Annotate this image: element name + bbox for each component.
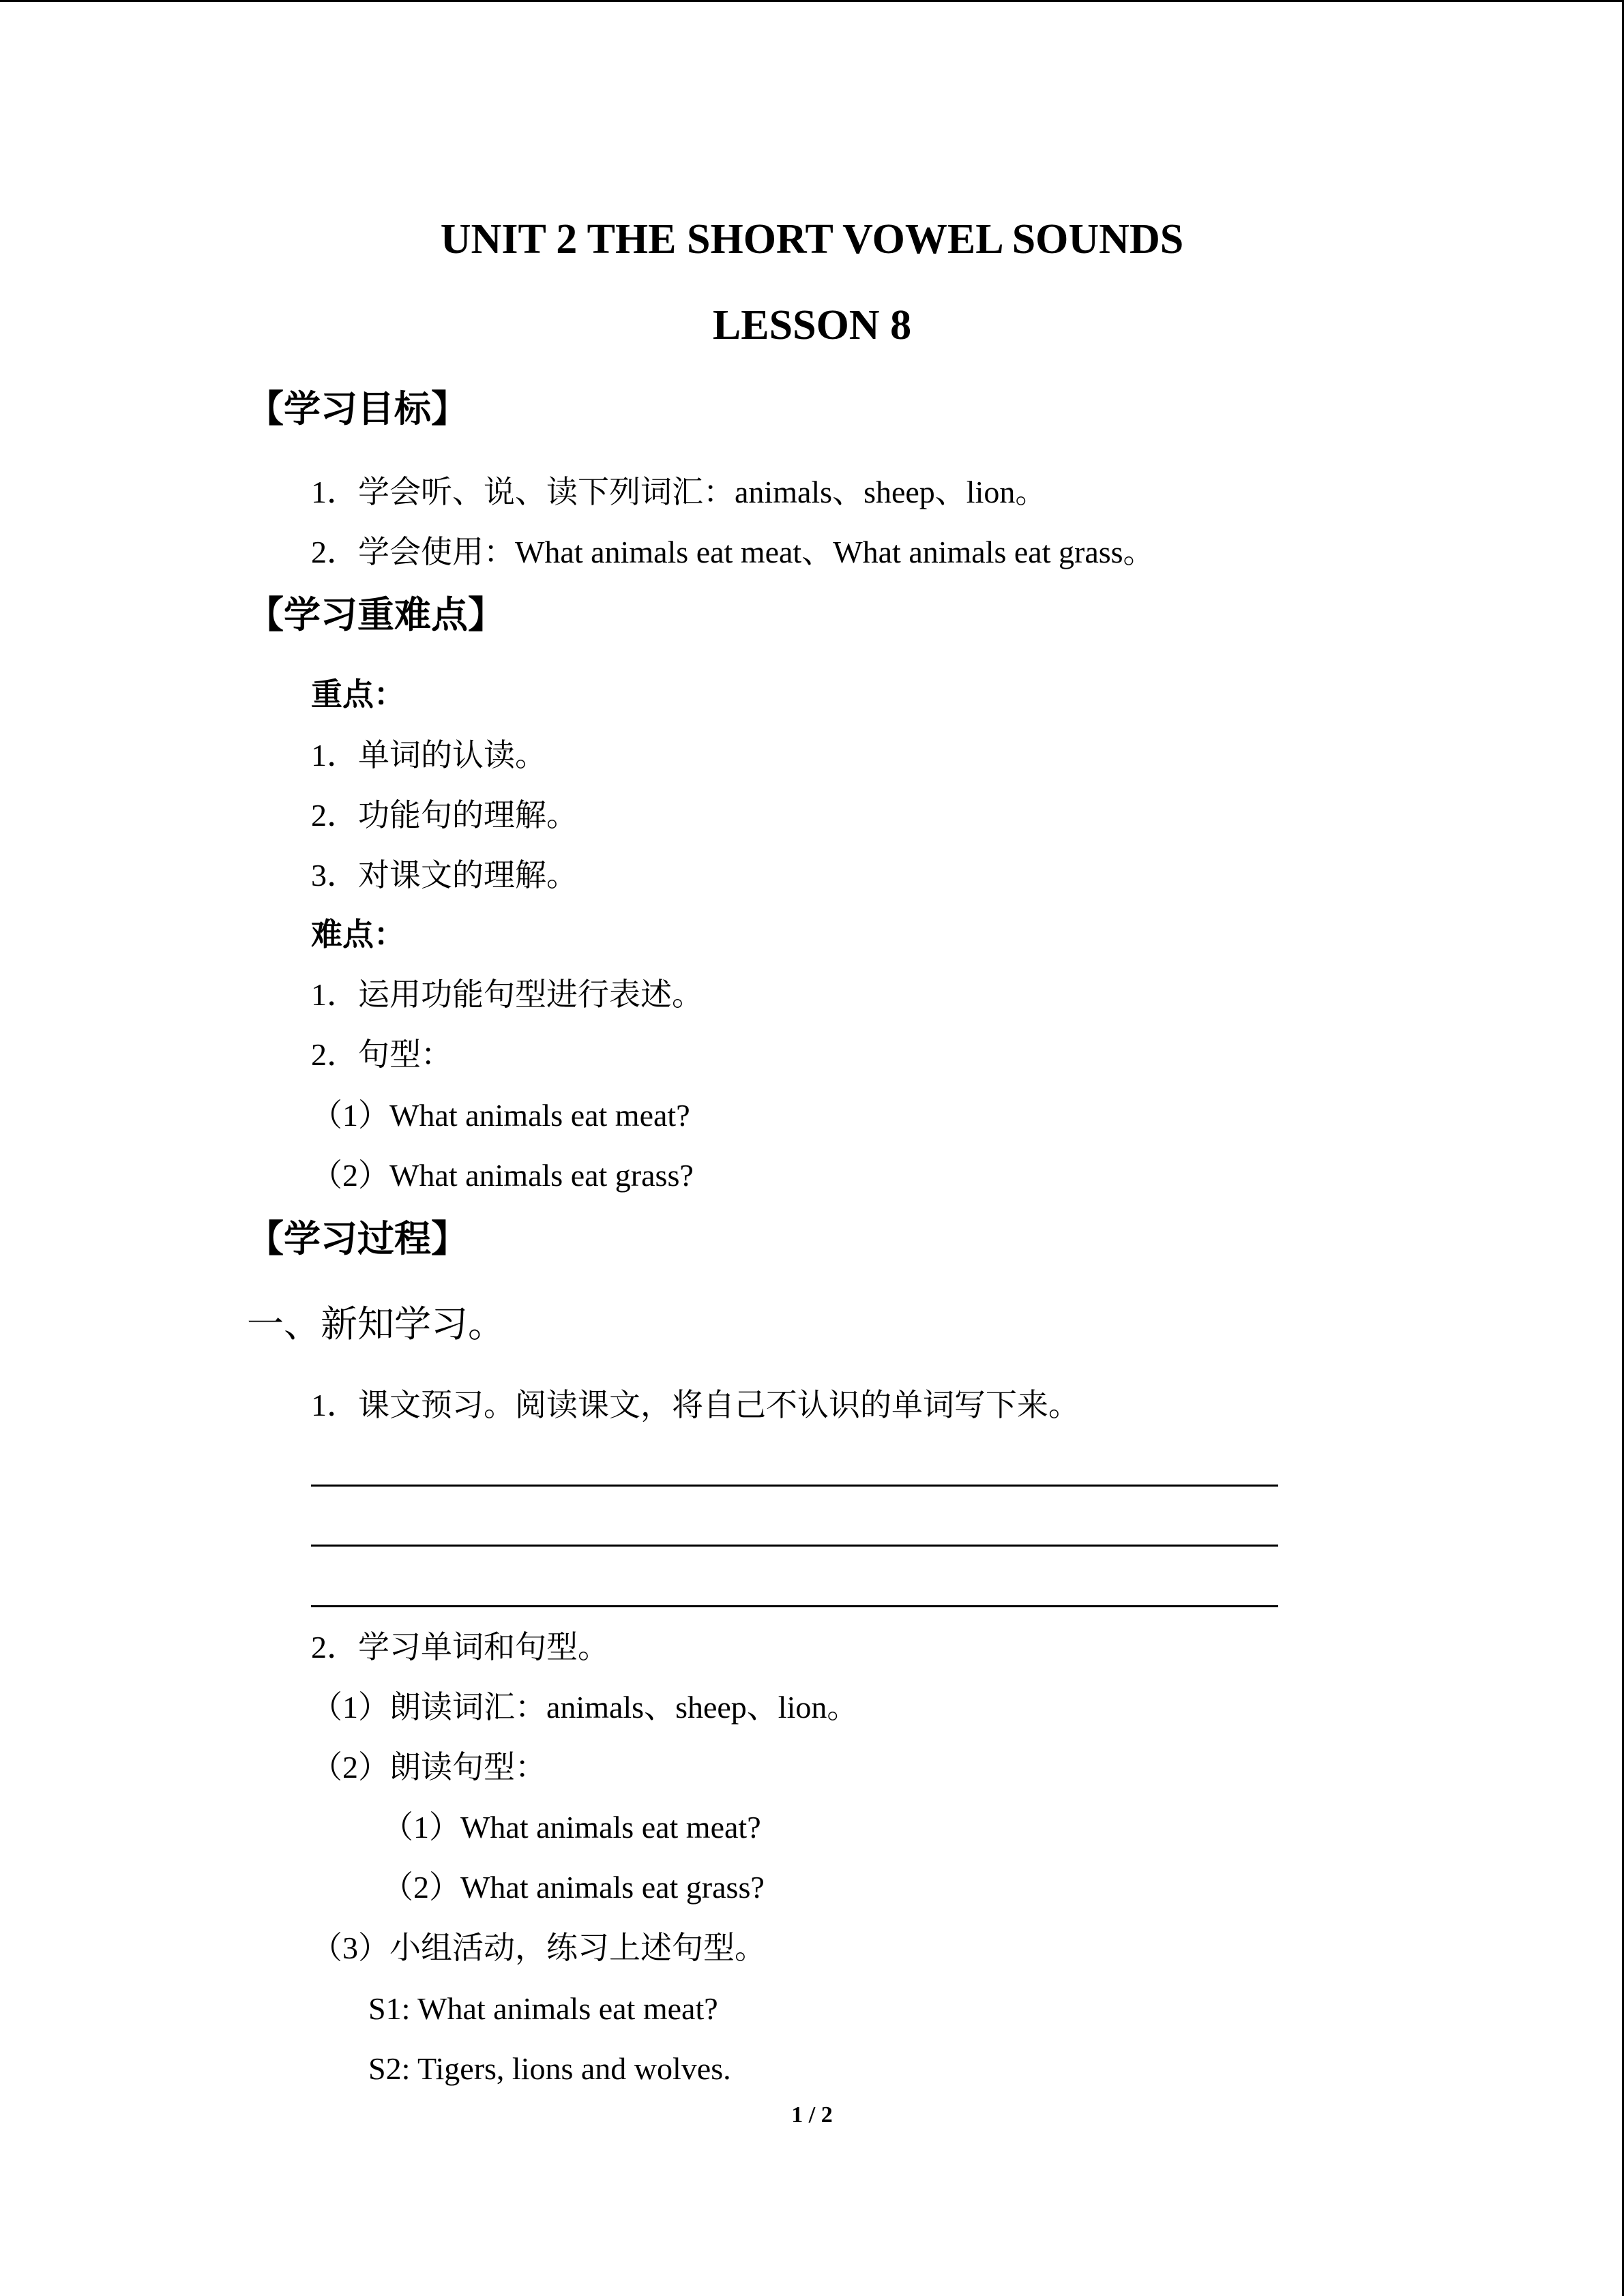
focus-item-2: 2．功能句的理解。 [311, 798, 578, 833]
sub-step-2: （2）朗读句型： [311, 1750, 546, 1785]
focus-item-3: 3．对课文的理解。 [311, 858, 578, 893]
pattern-item-2: （2）What animals eat grass? [311, 1158, 694, 1193]
pattern-item-1: （1）What animals eat meat? [311, 1098, 690, 1133]
dialogue-line-1: S1: What animals eat meat? [368, 1991, 718, 2026]
page-border-top [0, 0, 1624, 2]
focus-label: 重点： [311, 677, 405, 712]
objective-item-2: 2．学会使用：What animals eat meat、What animals eat grass。 [311, 535, 1155, 569]
answer-line-3 [311, 1605, 1278, 1607]
objectives-heading: 【学习目标】 [247, 389, 468, 430]
sentence-pattern-2: （2）What animals eat grass? [382, 1870, 765, 1905]
difficulty-item-1: 1．运用功能句型进行表述。 [311, 977, 703, 1012]
page-number: 1 / 2 [791, 2102, 833, 2128]
answer-line-2 [311, 1545, 1278, 1547]
lesson-title: LESSON 8 [712, 302, 912, 348]
sub-step-1: （1）朗读词汇：animals、sheep、lion。 [311, 1690, 859, 1725]
key-points-heading: 【学习重难点】 [247, 595, 505, 636]
answer-line-1 [311, 1485, 1278, 1487]
focus-item-1: 1．单词的认读。 [311, 738, 546, 773]
difficulty-label: 难点： [311, 917, 405, 952]
process-heading: 【学习过程】 [247, 1219, 468, 1259]
task-2: 2．学习单词和句型。 [311, 1630, 609, 1665]
dialogue-line-2: S2: Tigers, lions and wolves. [368, 2051, 731, 2086]
sentence-pattern-1: （1）What animals eat meat? [382, 1810, 761, 1845]
task-1: 1．课文预习。阅读课文，将自己不认识的单词写下来。 [311, 1388, 1080, 1422]
difficulty-item-2: 2．句型： [311, 1037, 452, 1072]
document-title: UNIT 2 THE SHORT VOWEL SOUNDS [440, 216, 1184, 263]
sub-step-3: （3）小组活动，练习上述句型。 [311, 1930, 766, 1965]
section-one-heading: 一、新知学习。 [247, 1304, 505, 1345]
objective-item-1: 1．学会听、说、读下列词汇：animals、sheep、lion。 [311, 475, 1047, 509]
